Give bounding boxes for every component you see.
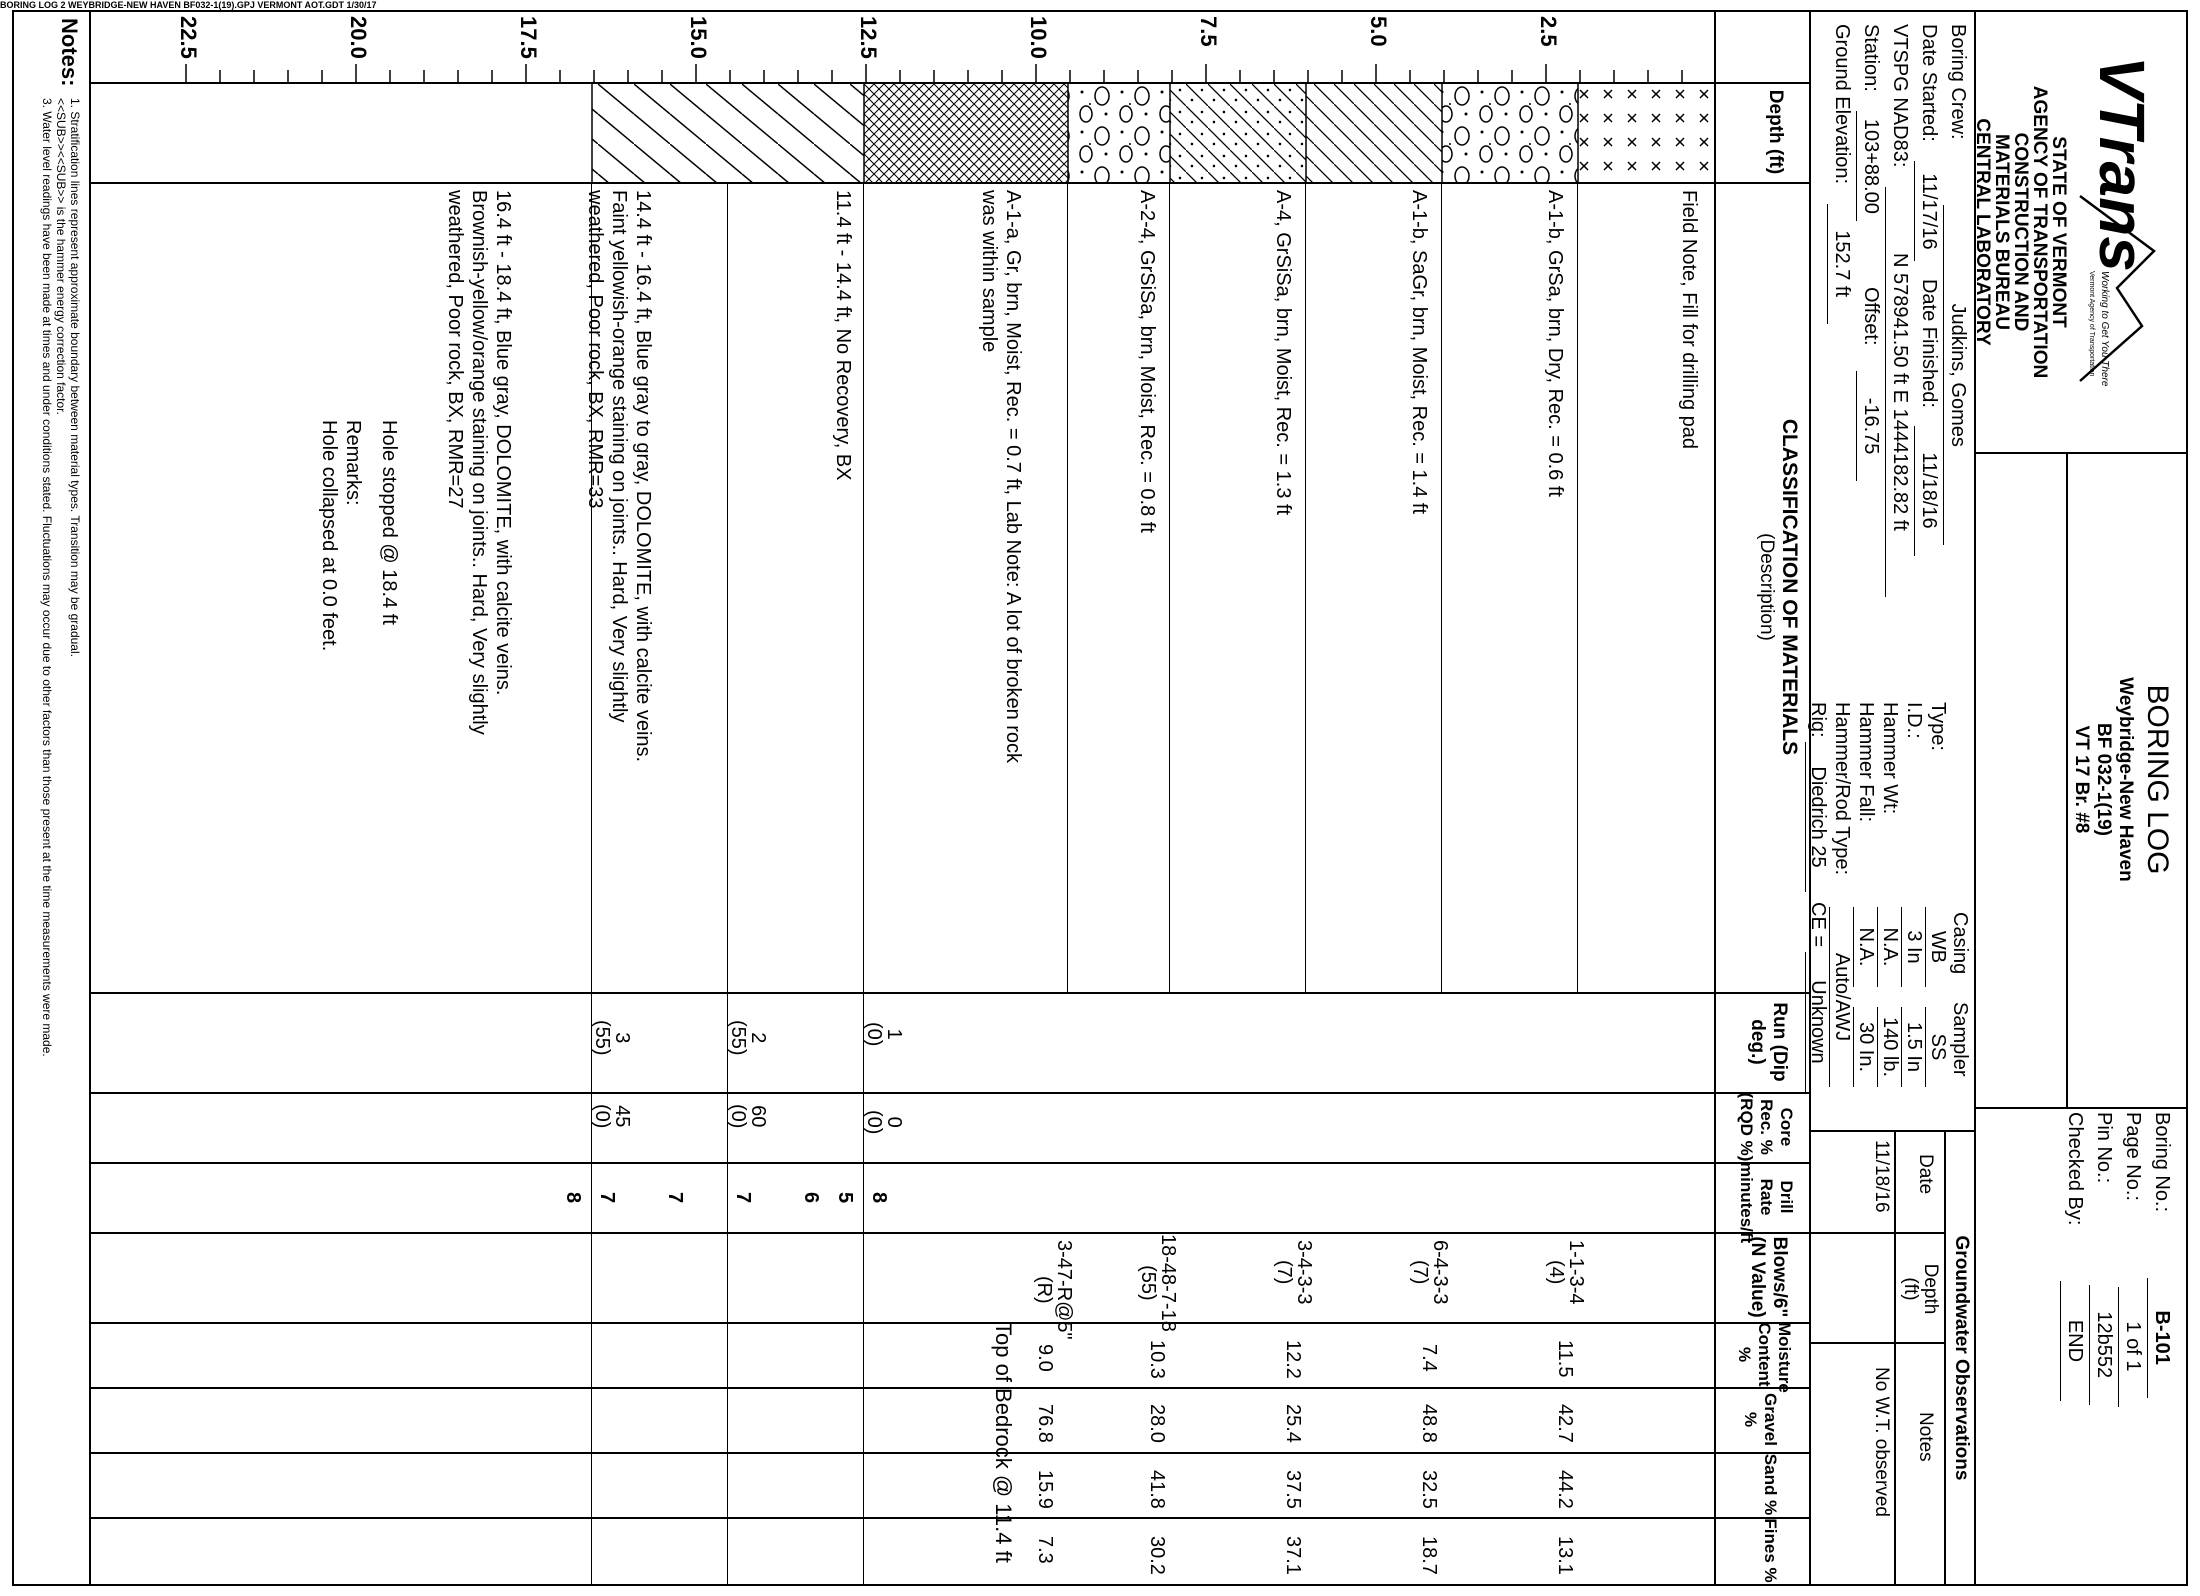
col-core-rec: Core Rec. % (RQD %) (1737, 1092, 1796, 1162)
note-line: 3. Water level readings have been made at times and under conditions stated. Fluctuations may occur due to other factors than those present at the time measurements were made. (40, 98, 54, 1057)
groundwater-observations: Groundwater Observations Date Depth (ft) Notes 11/18/16 No W.T. observed (1811, 1132, 1976, 1584)
fines-1: 13.1 (1554, 1536, 1576, 1575)
description-line: 11.4 ft - 14.4 ft, No Recovery, BX (832, 190, 854, 481)
casing-hammer-wt: N.A. (1877, 907, 1902, 987)
strata-gravel (1068, 84, 1170, 182)
notes-label: Notes: (57, 18, 82, 87)
moisture-4: 10.3 (1146, 1340, 1168, 1379)
vtrans-subtitle: Vermont Agency of Transportation (2088, 271, 2095, 377)
sand-3: 37.5 (1282, 1470, 1304, 1509)
gravel-5: 76.8 (1034, 1404, 1056, 1443)
depth-tick: 12.5 (856, 16, 881, 59)
description-line: A-1-a, Gr, brn, Moist, Rec. = 0.7 ft, Lab Note: A lot of broken rock (1002, 190, 1024, 764)
description-line: 16.4 ft - 18.4 ft, Blue gray, DOLOMITE, with calcite veins. (492, 190, 514, 696)
run-1: 1 (0) (863, 1022, 905, 1047)
strata-fill (1578, 84, 1714, 182)
ground-elevation: 152.7 ft (1827, 204, 1856, 324)
station: 103+88.00 (1856, 111, 1885, 221)
site-info: Boring Crew: Judkins, Gomes Date Started: 11/17/16 Date Finished: 11/18/16 VTSPG NAD83: N 578941.50 ft E 1444182.82 ft Station: 103+88.00 Offset: -16.75 Ground Elevation: 152.7 ft (1827, 24, 1972, 1024)
description-line: weathered, Poor rock, BX, RMR=33 (584, 190, 606, 509)
boring-number: B-101 (2147, 1278, 2176, 1398)
project-bf: BF 032-1(19) (2093, 723, 2114, 836)
depth-tick: 7.5 (1196, 16, 1221, 47)
core-rec-1: 0 (0) (863, 1110, 905, 1135)
fines-4: 30.2 (1146, 1536, 1168, 1575)
strata-silt (1306, 84, 1442, 182)
agency-line: MATERIALS BUREAU (1991, 134, 2012, 330)
description-line: A-4, GrSiSa, brn, Moist, Rec. = 1.3 ft (1272, 190, 1294, 516)
depth-tick: 10.0 (1026, 16, 1051, 59)
gravel-2: 48.8 (1418, 1404, 1440, 1443)
groundwater-title: Groundwater Observations (1951, 1235, 1972, 1481)
pin-number: 12b552 (2089, 1285, 2118, 1405)
depth-tick: 15.0 (686, 16, 711, 59)
note-line: 1. Stratification lines represent approximate boundary between material types. Transition may be gradual. (68, 98, 82, 657)
core-rec-2: 60 (0) (727, 1104, 769, 1129)
moisture-1: 11.5 (1554, 1340, 1576, 1378)
moisture-2: 7.4 (1418, 1344, 1440, 1372)
description-line: was within sample (978, 190, 1000, 353)
drill-rate: 5 (834, 1192, 856, 1204)
description-line: Field Note, Fill for drilling pad (1678, 190, 1700, 449)
remarks-label: Remarks: (342, 420, 364, 506)
strata-no-recovery (864, 84, 1068, 182)
ce-value: Unknown (1805, 952, 1830, 1092)
col-run: Run (Dip deg.) (1747, 1002, 1790, 1082)
moisture-5: 9.0 (1034, 1344, 1056, 1372)
drill-rate: 7 (596, 1192, 618, 1204)
col-blows: Blows/6" (N Value) (1747, 1236, 1790, 1318)
blows-2: 6-4-3-3 (7) (1409, 1240, 1451, 1305)
agency-name (1973, 12, 2068, 452)
description-line: weathered, Poor rock, BX, RMR=27 (444, 190, 466, 509)
page-number: 1 of 1 (2118, 1287, 2147, 1407)
sampler-id: 1.5 In (1901, 1007, 1926, 1087)
boring-crew: Judkins, Gomes (1943, 205, 1972, 545)
gravel-1: 42.7 (1554, 1404, 1576, 1443)
blows-1: 1-1-3-4 (4) (1545, 1240, 1587, 1305)
fines-5: 7.3 (1034, 1536, 1056, 1564)
agency-line: CENTRAL LABORATORY (1972, 118, 1993, 346)
vtrans-tagline: Working to Get You There (2099, 271, 2110, 387)
note-line: <<SUB>><<SUB>> is the hammer energy correction factor. (54, 98, 68, 415)
col-gravel: Gravel % (1741, 1393, 1780, 1446)
drill-rate: 7 (732, 1192, 754, 1204)
hammer-rod-type: Auto/AWJ (1829, 907, 1854, 1087)
agency-line: CONSTRUCTION AND (2010, 132, 2031, 332)
drill-rate: 8 (562, 1192, 584, 1204)
col-classification: CLASSIFICATION OF MATERIALS (Description) (1756, 418, 1801, 756)
boring-info: Boring No.: B-101 Page No.: 1 of 1 Pin No.: 12b552 Checked By: END (2060, 1112, 2176, 1582)
strata-log-graphic (91, 84, 1714, 182)
sand-5: 15.9 (1034, 1470, 1056, 1509)
col-fines: Fines % (1761, 1518, 1780, 1583)
depth-tick: 2.5 (1536, 16, 1561, 47)
moisture-3: 12.2 (1282, 1340, 1304, 1379)
strata-dolomite (592, 84, 864, 182)
description-line: A-1-b, SaGr, brn, Moist, Rec. = 1.4 ft (1408, 190, 1430, 515)
strata-column (91, 84, 1714, 182)
casing-id: 3 In (1901, 907, 1926, 987)
date-started: 11/17/16 (1914, 161, 1943, 261)
gw-notes: No W.T. observed (1871, 1367, 1892, 1517)
offset: -16.75 (1856, 371, 1885, 481)
description-line: Faint yellowish-orange staining on joints.. Hard, Very slightly (608, 190, 630, 723)
sampler-type: SS (1925, 1007, 1950, 1087)
agency-line: STATE OF VERMONT (2048, 136, 2069, 328)
blows-4: 18-48-7-18 (55) (1137, 1234, 1179, 1332)
sand-2: 32.5 (1418, 1470, 1440, 1509)
depth-tick: 17.5 (516, 16, 541, 59)
depth-tick: 20.0 (346, 16, 371, 59)
drill-rate: 6 (800, 1192, 822, 1204)
agency-line: AGENCY OF TRANSPORTATION (2029, 85, 2050, 379)
sand-4: 41.8 (1146, 1470, 1168, 1509)
blows-3: 3-4-3-3 (7) (1273, 1240, 1315, 1305)
file-header: BORING LOG 2 WEYBRIDGE-NEW HAVEN BF032-1(19).GPJ VERMONT AOT.GDT 1/30/17 (0, 0, 377, 10)
col-sand: Sand % (1761, 1453, 1780, 1516)
description-line: A-1-b, GrSa, brn, Dry, Rec. = 0.6 ft (1544, 190, 1566, 497)
nad83-coordinates: N 578941.50 ft E 1444182.82 ft (1885, 187, 1914, 597)
page-title: BORING LOG (2141, 684, 2174, 875)
run-2: 2 (55) (727, 1020, 769, 1056)
hole-stopped: Hole stopped @ 18.4 ft (378, 420, 400, 625)
boring-log-sheet (12, 10, 2188, 1586)
equipment-table: Casing Sampler Type: WB SS I.D.: 3 In 1.5 In Hammer Wt: N.A. 140 lb. Hammer Fall: N.A. 30 In. Hammer/Rod Type: Auto/AWJ Rig: Diedrich 25 CE = Unknown (1806, 702, 1972, 1122)
strata-gravel-sand (1442, 84, 1578, 182)
col-depth: Depth (ft) (1765, 89, 1786, 175)
strata-silty-sand (1170, 84, 1306, 182)
sampler-hammer-fall: 30 In. (1853, 1007, 1878, 1087)
project-name: Weybridge-New Haven (2115, 677, 2136, 882)
depth-tick: 5.0 (1366, 16, 1391, 47)
sand-1: 44.2 (1554, 1470, 1576, 1509)
description-line: Brownish-yellow/orange staining on joints.. Hard, Very slightly (468, 190, 490, 735)
run-3: 3 (55) (591, 1020, 633, 1056)
drill-rate: 8 (868, 1192, 890, 1204)
date-finished: 11/18/16 (1914, 426, 1943, 556)
remarks-text: Hole collapsed at 0.0 feet. (318, 420, 340, 652)
core-rec-3: 45 (0) (591, 1104, 633, 1129)
description-line: A-2-4, GrSiSa, brn, Moist, Rec. = 0.8 ft (1136, 190, 1158, 533)
fines-3: 37.1 (1282, 1536, 1304, 1575)
gravel-3: 25.4 (1282, 1404, 1304, 1443)
bridge-number: VT 17 Br. #8 (2071, 725, 2092, 834)
description-line: 14.4 ft - 16.4 ft, Blue gray to gray, DOLOMITE, with calcite veins. (632, 190, 654, 763)
vtrans-logo (2072, 36, 2172, 426)
gw-date: 11/18/16 (1871, 1140, 1892, 1213)
drill-rate: 7 (664, 1192, 686, 1204)
gravel-4: 28.0 (1146, 1404, 1168, 1443)
rig: Diedrich 25 (1805, 742, 1830, 892)
casing-type: WB (1925, 907, 1950, 987)
col-drill-rate: Drill Rate minutes/ft (1737, 1162, 1796, 1244)
title-block (2068, 452, 2186, 1107)
vtrans-logo-text: VTrans (2086, 56, 2158, 272)
depth-tick: 22.5 (176, 16, 201, 59)
blows-5: 3-47-R@5" (R) (1033, 1240, 1075, 1340)
bedrock-note: Top of Bedrock @ 11.4 ft (991, 1322, 1016, 1563)
sampler-hammer-wt: 140 lb. (1877, 1007, 1902, 1087)
col-moisture: Moisture Content % (1735, 1322, 1794, 1393)
casing-hammer-fall: N.A. (1853, 907, 1878, 987)
fines-2: 18.7 (1418, 1536, 1440, 1575)
checked-by: END (2060, 1281, 2089, 1401)
